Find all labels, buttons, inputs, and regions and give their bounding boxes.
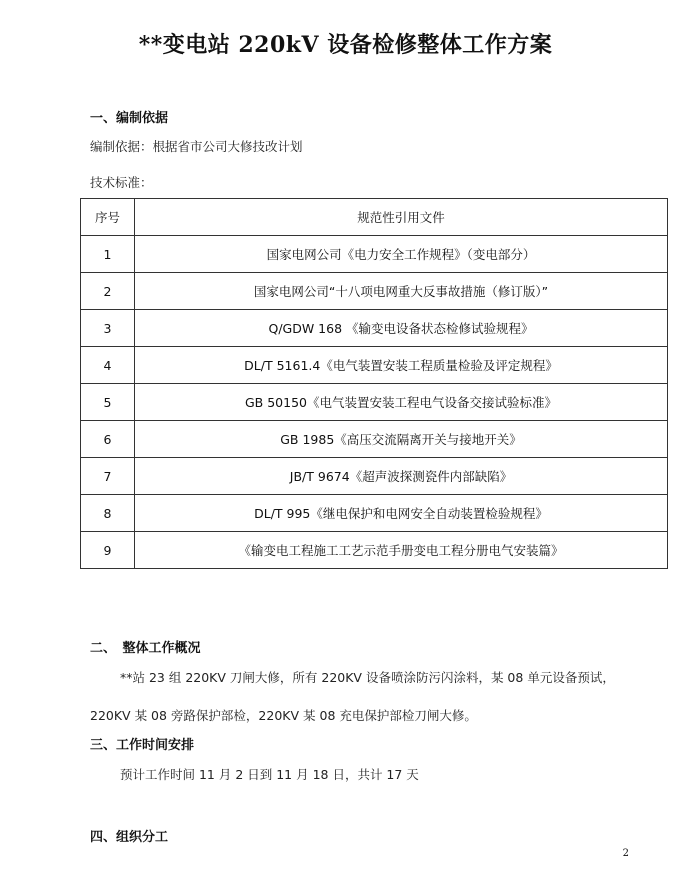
table-row <box>81 532 668 569</box>
row-document: 《输变电工程施工工艺示范手册变电工程分册电气安装篇》 <box>135 532 668 569</box>
row-index: 6 <box>81 421 135 458</box>
table-row <box>81 384 668 421</box>
row-document: JB/T 9674《超声波探测瓷件内部缺陷》 <box>135 458 668 495</box>
row-index: 4 <box>81 347 135 384</box>
document-title: **变电站 220kV 设备检修整体工作方案 <box>138 32 553 58</box>
table-row <box>81 458 668 495</box>
row-document: Q/GDW 168 《输变电设备状态检修试验规程》 <box>135 310 668 347</box>
table-header-row <box>81 199 668 236</box>
table-row <box>81 421 668 458</box>
row-index: 2 <box>81 273 135 310</box>
row-index: 3 <box>81 310 135 347</box>
schedule-text: 预计工作时间 11 月 2 日到 11 月 18 日，共计 17 天 <box>120 767 419 782</box>
overview-line2: 220KV 某 08 旁路保护部检，220KV 某 08 充电保护部检刀闸大修。 <box>90 708 477 723</box>
section2-heading: 二、 整体工作概况 <box>90 641 201 656</box>
header-index: 序号 <box>81 199 135 236</box>
row-document: 国家电网公司“十八项电网重大反事故措施（修订版）” <box>135 273 668 310</box>
standards-label: 技术标准： <box>90 175 153 190</box>
table-row <box>81 347 668 384</box>
header-document: 规范性引用文件 <box>135 199 668 236</box>
reference-table <box>80 198 668 569</box>
row-index: 9 <box>81 532 135 569</box>
table-row <box>81 236 668 273</box>
page-number: 2 <box>622 848 629 859</box>
table-row <box>81 273 668 310</box>
section1-heading: 一、编制依据 <box>90 111 169 126</box>
row-document: 国家电网公司《电力安全工作规程》（变电部分） <box>135 236 668 273</box>
row-document: DL/T 5161.4《电气装置安装工程质量检验及评定规程》 <box>135 347 668 384</box>
row-document: GB 50150《电气装置安装工程电气设备交接试验标准》 <box>135 384 668 421</box>
section3-heading: 三、工作时间安排 <box>90 738 195 753</box>
overview-line1: **站 23 组 220KV 刀闸大修，所有 220KV 设备喷涂防污闪涂料，某 08 单元设备预试， <box>120 670 615 685</box>
row-index: 8 <box>81 495 135 532</box>
row-index: 5 <box>81 384 135 421</box>
table-row <box>81 310 668 347</box>
row-document: GB 1985《高压交流隔离开关与接地开关》 <box>135 421 668 458</box>
section4-heading: 四、组织分工 <box>90 830 169 845</box>
table-row <box>81 495 668 532</box>
row-index: 1 <box>81 236 135 273</box>
row-index: 7 <box>81 458 135 495</box>
basis-text: 编制依据：根据省市公司大修技改计划 <box>90 139 303 154</box>
row-document: DL/T 995《继电保护和电网安全自动装置检验规程》 <box>135 495 668 532</box>
